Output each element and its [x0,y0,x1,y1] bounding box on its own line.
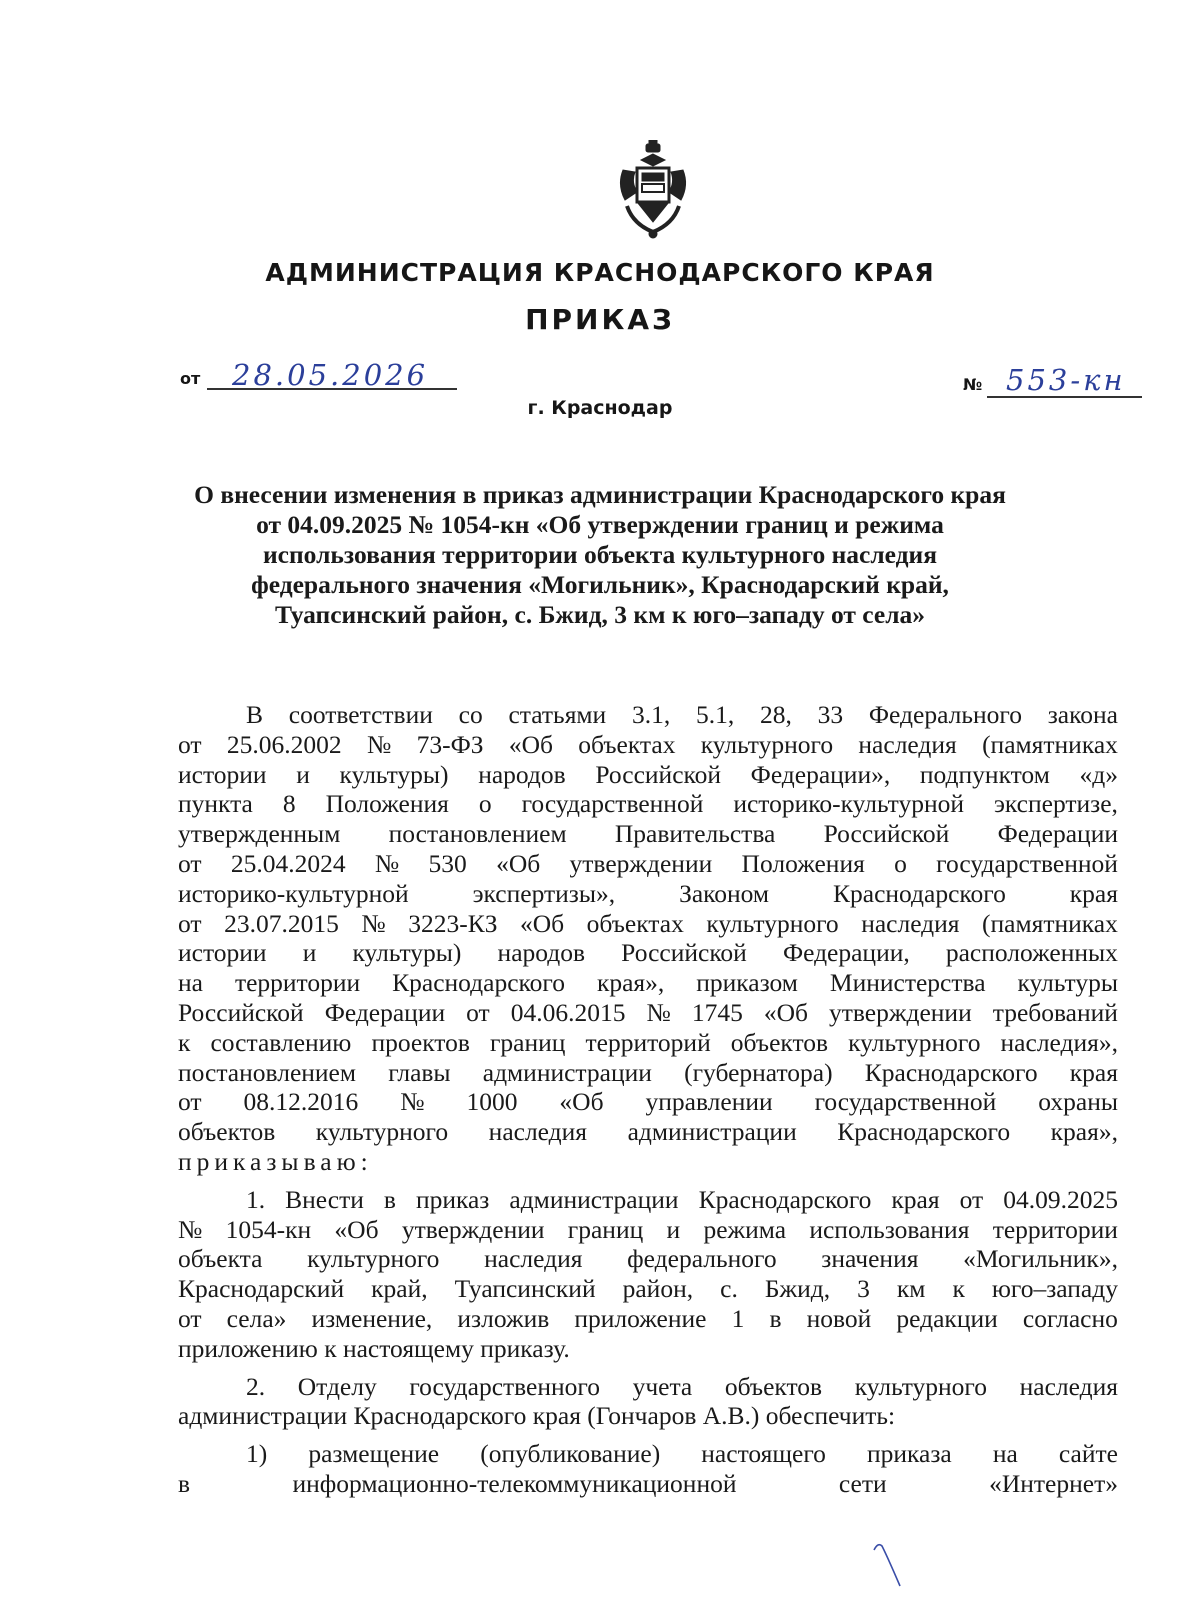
body-word: сайте [1058,1439,1118,1469]
body-line [178,1439,1118,1469]
body-word: культурного [700,729,834,759]
date-label: от [180,369,201,388]
body-word: в [383,1184,396,1214]
body-word: № [400,1087,425,1117]
body-line [178,998,1118,1028]
body-word: утвержденным [178,819,341,849]
body-word: статьями [508,700,607,729]
initial-mark [872,1538,902,1588]
body-word: наследия [484,1244,583,1274]
body-word: государственной [936,848,1118,878]
body-word: проектов [371,1027,470,1057]
body-word: № [374,848,400,878]
body-word: закона [1047,700,1118,729]
body-word: размещение [308,1439,440,1469]
body-word: 8 [282,789,296,819]
body-word: от [178,1087,202,1117]
body-word: подпунктом [919,759,1050,789]
body-word: «Об [520,908,565,938]
body-word: (памятниках [982,729,1118,759]
body-word: 530 [428,848,467,878]
body-word: № [366,729,392,759]
body-word: Федерации [324,997,446,1027]
body-word: (памятниках [982,908,1118,938]
body-word: на [992,1439,1018,1469]
body-word: постановлением [388,819,567,849]
body-word: от [178,848,202,878]
body-word: администрации [509,1184,679,1214]
body-word: требований [992,997,1118,1027]
body-word: истории [178,938,267,968]
body-word: в [178,1468,191,1498]
body-word: границ [567,1214,644,1244]
body-word: «Об [763,997,808,1027]
coat-of-arms-emblem [613,140,693,240]
subject-line: федерального значения «Могильник», Краснодарский край, [251,570,949,599]
body-word: администрации Краснодарского края (Гончаров А.В.) обеспечить: [178,1401,896,1431]
body-line [178,1117,1118,1147]
body-word: 73-ФЗ [416,729,484,759]
body-word: пункта [178,789,253,819]
body-word: Российской [823,819,950,849]
body-word: 23.07.2015 [224,908,339,938]
body-word: Краснодарский [178,1274,345,1304]
body-word: территории [992,1214,1118,1244]
body-word: 25.06.2002 [226,729,342,759]
body-word: 3.1, [631,700,671,729]
body-word: 5.1, [695,700,735,729]
body-line [178,1244,1118,1274]
body-word: (опубликование) [480,1439,661,1469]
body-word: Краснодарского [833,878,1006,908]
body-word: охраны [1038,1087,1118,1117]
body-word: 04.09.2025 [1003,1184,1118,1214]
body-word: изменение, [311,1303,433,1333]
body-word: край, [371,1274,428,1304]
organization-name: АДМИНИСТРАЦИЯ КРАСНОДАРСКОГО КРАЯ [265,258,935,287]
body-word: Федерации», [750,759,891,789]
body-word: от [466,997,490,1027]
body-word: экспертизы», [472,878,616,908]
body-line [178,1058,1118,1088]
body-word: район, [622,1274,694,1304]
body-word: 28, [760,700,792,729]
body-word: Российской [178,997,304,1027]
body-word: (губернатора) [684,1057,833,1087]
body-word: объекта [178,1244,263,1274]
body-line [178,849,1118,879]
body-word: от [178,1303,202,1333]
body-word: наследия [861,908,960,938]
body-word: 1) [246,1439,268,1469]
body-line [178,730,1118,760]
body-word: Российской [595,759,722,789]
body-word: культуры [1017,968,1118,998]
body-word: утверждении [829,997,972,1027]
body-word: Положения [741,848,865,878]
body-word: культуры) [352,938,462,968]
body-word: сети [838,1468,887,1498]
body-word: в [769,1303,782,1333]
body-word: «Об [508,729,553,759]
body-word: администрации [627,1117,797,1147]
body-word: управлении [645,1087,773,1117]
body-word: о [478,789,492,819]
body-word: «Могильник», [963,1244,1118,1274]
body-word: территории [234,968,361,998]
handwritten-date: 28.05.2026 [232,358,429,392]
body-line [178,938,1118,968]
body-word: составлению [210,1027,352,1057]
body-word: объектов [178,1117,276,1147]
body-word: Краснодарского [698,1184,872,1214]
body-word: км [896,1274,926,1304]
body-word: 1000 [466,1087,518,1117]
body-word: истории [178,759,267,789]
body-line [178,1304,1118,1334]
body-word: 25.04.2024 [230,848,346,878]
body-word: объектах [578,729,676,759]
body-word: режима [703,1214,787,1244]
body-word: наследия [488,1117,588,1147]
body-word: культурного [848,1027,981,1057]
body-word: края [891,1184,940,1214]
handwritten-number: 553-кн [1006,363,1126,397]
body-word: 33 [817,700,844,729]
body-word: государственного [409,1371,600,1401]
subject-line: использования территории объекта культурного наследия [262,540,938,569]
body-word: наследия [1019,1371,1118,1401]
body-word: Туапсинский [454,1274,596,1304]
body-word: настоящего [701,1439,826,1469]
body-word: от [178,908,202,938]
body-word: Законом [679,878,770,908]
body-word: Федерации, [782,938,910,968]
body-word: «Об [496,848,541,878]
body-line [178,700,1118,730]
body-word: к [952,1274,965,1304]
body-line [178,1334,1118,1364]
body-word: Краснодарского [392,968,565,998]
body-word: народов [497,938,586,968]
body-word: Краснодарского [864,1057,1038,1087]
body-line [178,1372,1118,1402]
body-word: «д» [1079,759,1118,789]
body-word: Российской [621,938,747,968]
body-word: значения [821,1244,919,1274]
body-word: 3 [857,1274,870,1304]
body-word: народов [478,759,566,789]
body-line [178,1185,1118,1215]
body-word: В [246,700,264,729]
subject-line: от 04.09.2025 № 1054-кн «Об утверждении границ и режима [256,510,944,539]
body-word: культурного [307,1244,440,1274]
body-word: Министерства [829,968,986,998]
body-word: приказываю: [178,1146,373,1176]
body-word: утверждении [569,848,713,878]
subject-line: Туапсинский район, с. Бжид, 3 км к юго–западу от села» [274,600,926,629]
body-word: расположенных [945,938,1118,968]
body-word: изложив [457,1303,550,1333]
body-word: 2. [246,1371,266,1401]
body-word: приложению к настоящему приказу. [178,1333,570,1363]
document-type: ПРИКАЗ [525,303,675,336]
body-word: культурного [706,908,839,938]
body-line [178,879,1118,909]
body-word: культуры) [339,759,449,789]
body-word: края [1069,1057,1118,1087]
body-word: 04.06.2015 [510,997,626,1027]
body-word: использования [809,1214,970,1244]
body-word: Краснодарского [837,1117,1011,1147]
body-word: 3223-КЗ [408,908,498,938]
body-word: № [178,1214,203,1244]
body-line [178,1401,1118,1431]
body-word: соответствии [288,700,433,729]
body-word: новой [806,1303,872,1333]
body-word: федерального [627,1244,777,1274]
body-word: объектах [586,908,684,938]
body-word: со [458,700,483,729]
body-word: Внести [285,1184,364,1214]
body-word: «Об [559,1087,604,1117]
body-word: 1. [246,1184,266,1214]
body-word: историко-культурной [178,878,409,908]
body-word: культурного [315,1117,449,1147]
body-word: и [296,759,310,789]
body-word: Правительства [614,819,776,849]
body-word: 1 [731,1303,745,1333]
body-line [178,1469,1118,1499]
body-word: администрации [482,1057,652,1087]
body-word: экспертизе, [993,789,1118,819]
body-word: культурного [854,1371,988,1401]
body-line [178,1274,1118,1304]
body-word: границ [489,1027,566,1057]
body-word: от [178,729,202,759]
body-word: историко-культурной [733,789,964,819]
body-word: от [959,1184,984,1214]
body-word: утверждении [401,1214,545,1244]
body-word: «Об [334,1214,379,1244]
city: г. Краснодар [527,397,673,419]
body-word: Федерального [868,700,1022,729]
body-word: Бжид, [764,1274,831,1304]
body-word: учета [632,1371,693,1401]
body-word: информационно-телекоммуникационной [292,1468,737,1498]
body-word: территорий [585,1027,711,1057]
body-word: 1054-кн [225,1214,312,1244]
body-word: «Интернет» [989,1468,1118,1498]
subject-line: О внесении изменения в приказ администрации Краснодарского края [194,480,1006,509]
body-line [178,1028,1118,1058]
body-word: села» [226,1303,287,1333]
body-line [178,909,1118,939]
body-word: № [361,908,386,938]
body-word: государственной [521,789,704,819]
number-label: № [963,375,983,394]
body-line [178,819,1118,849]
body-word: 08.12.2016 [243,1087,359,1117]
body-word: и [302,938,317,968]
body-line [178,1087,1118,1117]
body-word: приказа [866,1439,952,1469]
body-word: согласно [1022,1303,1118,1333]
body-word: Отделу [297,1371,377,1401]
body-word: Федерации [997,819,1118,849]
body-line [178,760,1118,790]
body-word: государственной [814,1087,997,1117]
body-word: края», [1050,1117,1118,1147]
body-line [178,789,1118,819]
body-word: и [666,1214,681,1244]
body-word: о [894,848,907,878]
body-word: Положения [325,789,449,819]
body-word: наследия», [1000,1027,1118,1057]
document-subject [150,480,1050,630]
body-word: редакции [896,1303,998,1333]
body-word: к [178,1027,191,1057]
body-word: № [646,997,671,1027]
body-word: с. [720,1274,738,1304]
body-word: объектов [730,1027,829,1057]
body-line [178,968,1118,998]
body-word: главы [388,1057,451,1087]
body-word: юго–западу [991,1274,1118,1304]
body-word: 1745 [691,997,743,1027]
body-word: приказ [415,1184,490,1214]
body-word: приложение [574,1303,707,1333]
body-word: наследия [858,729,957,759]
body-word: приказом [696,968,798,998]
body-word: на [178,968,203,998]
body-word: края», [596,968,665,998]
document-body [178,700,1118,1499]
body-line [178,1215,1118,1245]
body-word: постановлением [178,1057,357,1087]
body-line [178,1147,1118,1177]
body-word: объектов [724,1371,823,1401]
body-word: края [1069,878,1118,908]
